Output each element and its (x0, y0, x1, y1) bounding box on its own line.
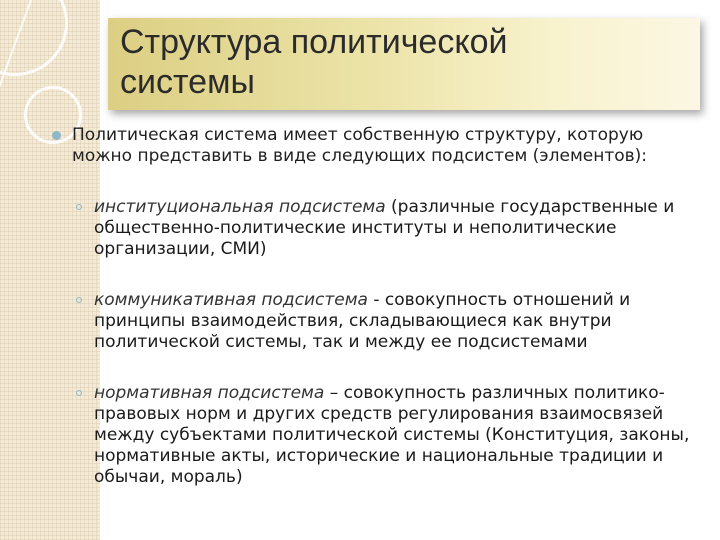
sub-bullet-normative (52, 383, 692, 488)
decorative-circle (0, 0, 68, 76)
lead-bullet (52, 125, 692, 167)
slide-body (52, 125, 692, 488)
lead-text: Политическая система имеет собственную структуру, которую можно представить в виде следующих подсистем (элементов): (72, 125, 648, 166)
ring-bullet-icon (76, 204, 82, 210)
term-institutional: институциональная подсистема (94, 197, 386, 217)
slide-title-box (108, 18, 700, 110)
definition-institutional: (различные государственные и общественно-политические институты и неполитические организации, СМИ) (94, 197, 675, 259)
sub-bullet-communicative (52, 290, 692, 353)
term-communicative: коммуникативная подсистема (94, 290, 368, 310)
definition-normative: – совокупность различных политико-правовых норм и других средств регулирования взаимосвязей между субъектами политической системы (Конституция, законы, нормативные акты, исторические и национальные традиции и обычаи, мораль) (94, 383, 690, 487)
sub-bullet-institutional (52, 197, 692, 260)
ring-bullet-icon (76, 297, 82, 303)
slide-title-line-1: Структура политической (120, 23, 508, 61)
slide-title-line-2: системы (120, 63, 255, 101)
term-normative: нормативная подсистема (94, 383, 325, 403)
ring-bullet-icon (76, 390, 82, 396)
definition-communicative: - совокупность отношений и принципы взаимодействия, складывающиеся как внутри политической системы, так и между ее подсистемами (94, 290, 631, 352)
filled-bullet-icon (52, 131, 61, 140)
